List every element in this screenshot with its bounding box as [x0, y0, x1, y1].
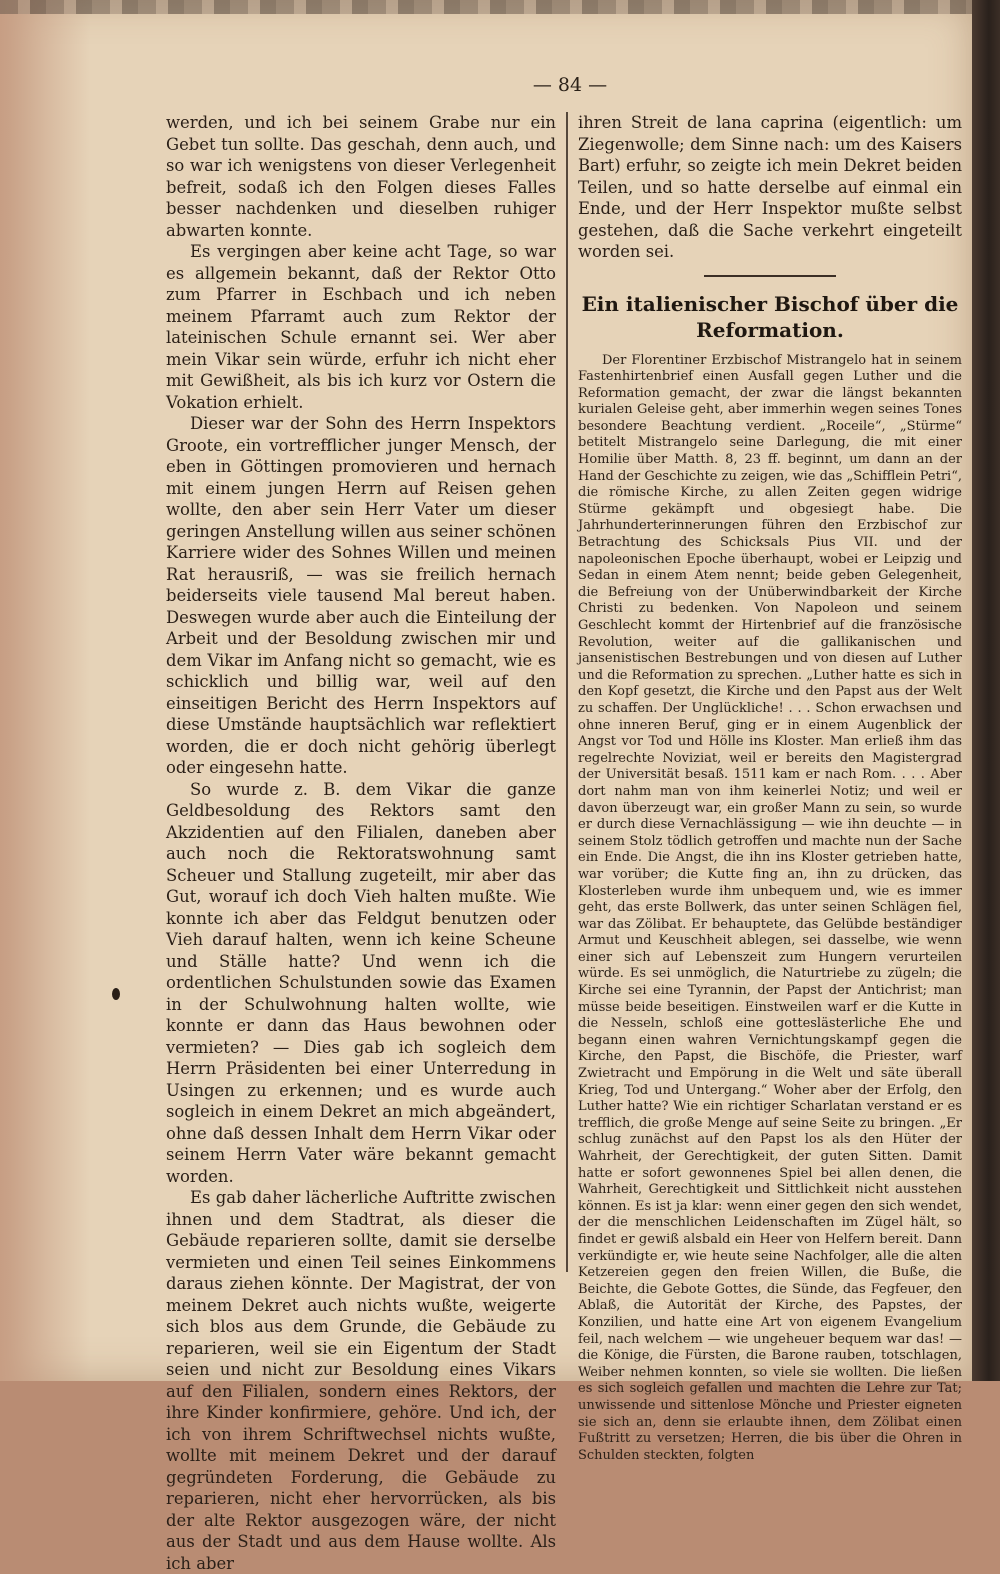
headline-line-1: Ein italienischer Bischof über die: [581, 291, 959, 316]
right-column: [578, 112, 962, 1464]
article-headline: [578, 291, 962, 343]
left-paragraph-3: Dieser war der Sohn des Herrn Inspektors Groote, ein vortrefflicher junger Mensch, der eben in Göttingen promovieren und hernach mit einem jungen Herrn auf Reisen gehen wollte, den aber sein Herr Vater um dieser geringen Anstellung willen aus seiner schönen Karriere wider des Sohnes Willen und meinen Rat herausriß, — was sie freilich hernach beiderseits viele tausend Mal bereut haben. Deswegen wurde aber auch die Einteilung der Arbeit und der Besoldung zwischen mir und dem Vikar im Anfang nicht so gemacht, wie es schicklich und billig war, weil auf den einseitigen Bericht des Herrn Inspektors auf diese Umstände hauptsächlich war reflektiert worden, die er doch nicht gehörig überlegt oder eingesehn hatte.: [166, 414, 556, 777]
section-divider: [704, 275, 836, 277]
headline-line-2: Reformation.: [696, 317, 844, 342]
ink-blot: [112, 988, 120, 1000]
right-continuation-paragraph: ihren Streit de lana caprina (eigentlich: um Ziegenwolle; dem Sinne nach: um des Kaisers Bart) erfuhr, so zeigte ich mein Dekret beiden Teilen, und so hatte derselbe auf einmal ein Ende, und der Herr Inspektor mußte selbst gestehen, daß die Sache verkehrt eingeteilt worden sei.: [578, 113, 962, 261]
left-paragraph-2: Es vergingen aber keine acht Tage, so war es allgemein bekannt, daß der Rektor Otto zum Pfarrer in Eschbach und ich neben meinem Pfarramt auch zum Rektor der lateinischen Schule ernannt sei. Wer aber mein Vikar sein würde, erfuhr ich nicht eher mit Gewißheit, als bis ich kurz vor Ostern die Vokation erhielt.: [166, 242, 556, 412]
article-body: Der Florentiner Erzbischof Mistrangelo hat in seinem Fastenhirtenbrief einen Ausfall gegen Luther und die Reformation gemacht, der zwar die längst bekannten kurialen Geleise geht, aber immerhin wegen seines Tones besondere Beachtung verdient. „Roceile“, „Stürme“ betitelt Mistrangelo seine Darlegung, die mit einer Homilie über Matth. 8, 23 ff. beginnt, um dann an der Hand der Geschichte zu zeigen, wie das „Schifflein Petri“, die römische Kirche, zu allen Zeiten gegen widrige Stürme gekämpft und obgesiegt habe. Die Jahrhunderterinnerungen führen den Erzbischof zur Betrachtung des Schicksals Pius VII. und der napoleonischen Epoche überhaupt, wobei er Leipzig und Sedan in einem Atem nennt; beide geben Gelegenheit, die Befreiung von der Unüberwindbarkeit der Kirche Christi zu bedenken. Von Napoleon und seinem Geschlecht kommt der Hirtenbrief auf die französische Revolution, weiter auf die gallikanischen und jansenistischen Bestrebungen und von diesen auf Luther und die Reformation zu sprechen. „Luther hatte es sich in den Kopf gesetzt, die Kirche und den Papst aus der Welt zu schaffen. Der Unglückliche! . . . Schon erwachsen und ohne inneren Beruf, ging er in einem Augenblick der Angst vor Tod und Hölle ins Kloster. Man erließ ihm das regelrechte Noviziat, weil er bereits den Magistergrad der Universität besaß. 1511 kam er nach Rom. . . . Aber dort nahm man von ihm keinerlei Notiz; und weil er davon überzeugt war, ein großer Mann zu sein, so wurde er durch diese Vernachlässigung — wie ihn deuchte — in seinem Stolz tödlich getroffen und machte nun der Sache ein Ende. Die Angst, die ihn ins Kloster getrieben hatte, war vorüber; die Kutte fing an, ihn zu drücken, das Klosterleben wurde ihm unbequem und, wie es immer geht, das erste Bollwerk, das unter seinen Schlägen fiel, war das Zölibat. Er behauptete, das Gelübde beständiger Armut und Keuschheit ablegen, sei dasselbe, wie wenn einer sich auf Lebenszeit zum Hungern verurteilen würde. Es sei unmöglich, die Naturtriebe zu zügeln; die Kirche sei eine Tyrannin, der Papst der Antichrist; man müsse beide beseitigen. Einstweilen warf er die Kutte in die Nesseln, schloß eine gotteslästerliche Ehe und begann einen wahren Vernichtungskampf gegen die Kirche, den Papst, die Bischöfe, die Priester, warf Zwietracht und Empörung in die Welt und säte überall Krieg, Tod und Untergang.“ Woher aber der Erfolg, den Luther hatte? Wie ein richtiger Scharlatan verstand er es trefflich, die große Menge auf seine Seite zu bringen. „Er schlug zunächst auf den Papst los als den Hüter der Wahrheit, der Gerechtigkeit, der guten Sitten. Damit hatte er sofort gewonnenes Spiel bei allen denen, die Wahrheit, Gerechtigkeit und Sittlichkeit nicht ausstehen können. Es ist ja klar: wenn einer gegen den sich wendet, der die menschlichen Leidenschaften im Zügel hält, so findet er gewiß alsbald ein Heer von Helfern bereit. Dann verkündigte er, wie heute seine Nachfolger, alle die alten Ketzereien gegen den freien Willen, die Buße, die Beichte, die Gebote Gottes, die Sünde, das Fegfeuer, den Ablaß, die Autorität der Kirche, des Papstes, der Konzilien, und hatte eine Art von eigenem Evangelium feil, nach welchem — wie ungeheuer bequem war das! — die Könige, die Fürsten, die Barone rauben, totschlagen, Weiber nehmen konnten, so viele sie wollten. Die ließen es sich sogleich gefallen und machten die Lehre zur Tat; unwissende und sittenlose Mönche und Priester eigneten sie sich an, denn sie erlaubte ihnen, dem Zölibat einen Fußtritt zu versetzen; Herren, die bis über die Ohren in Schulden steckten, folgten: [578, 352, 962, 1463]
book-binding: [972, 0, 1000, 1381]
left-paragraph-5: Es gab daher lächerliche Auftritte zwischen ihnen und dem Stadtrat, als dieser die Gebäude reparieren sollte, damit sie derselbe vermieten und einen Teil seines Einkommens daraus ziehen könnte. Der Magistrat, der von meinem Dekret auch nichts wußte, weigerte sich blos aus dem Grunde, die Gebäude zu reparieren, weil sie ein Eigentum der Stadt seien und nicht zur Besoldung eines Vikars auf den Filialen, sondern eines Rektors, der ihre Kinder konfirmiere, gehöre. Und ich, der ich von ihrem Schriftwechsel nichts wußte, wollte mit meinem Dekret und der darauf gegründeten Forderung, die Gebäude zu reparieren, nicht eher hervorrücken, als bis der alte Rektor ausgezogen wäre, der nicht aus der Stadt und aus dem Hause wollte. Als ich aber: [166, 1188, 556, 1573]
left-paragraph-4: So wurde z. B. dem Vikar die ganze Geldbesoldung des Rektors samt den Akzidentien auf den Filialen, daneben aber auch noch die Rektoratswohnung samt Scheuer und Stallung zugeteilt, mir aber das Gut, worauf ich doch Vieh halten mußte. Wie konnte ich aber das Feldgut benutzen oder Vieh darauf halten, wenn ich keine Scheune und Ställe hatte? Und wenn ich die ordentlichen Schulstunden sowie das Examen in der Schulwohnung halten wollte, wie konnte er dann das Haus bewohnen oder vermieten? — Dies gab ich sogleich dem Herrn Präsidenten bei einer Unterredung in Usingen zu erkennen; und es wurde auch sogleich in einem Dekret an mich abgeändert, ohne daß dessen Inhalt dem Herrn Vikar oder seinem Herrn Vater wäre bekannt gemacht worden.: [166, 779, 556, 1186]
page-gutter-shadow: [0, 0, 90, 1381]
column-divider: [566, 112, 568, 1272]
left-column: [166, 112, 556, 1574]
left-paragraph-1: werden, und ich bei seinem Grabe nur ein Gebet tun sollte. Das geschah, denn auch, und so war ich wenigstens von dieser Verlegenheit befreit, sodaß ich den Folgen dieses Falles besser nachdenken und dieselben ruhiger abwarten konnte.: [166, 113, 556, 240]
page-number: — 84 —: [532, 74, 608, 96]
page-top-edge: [0, 0, 972, 14]
